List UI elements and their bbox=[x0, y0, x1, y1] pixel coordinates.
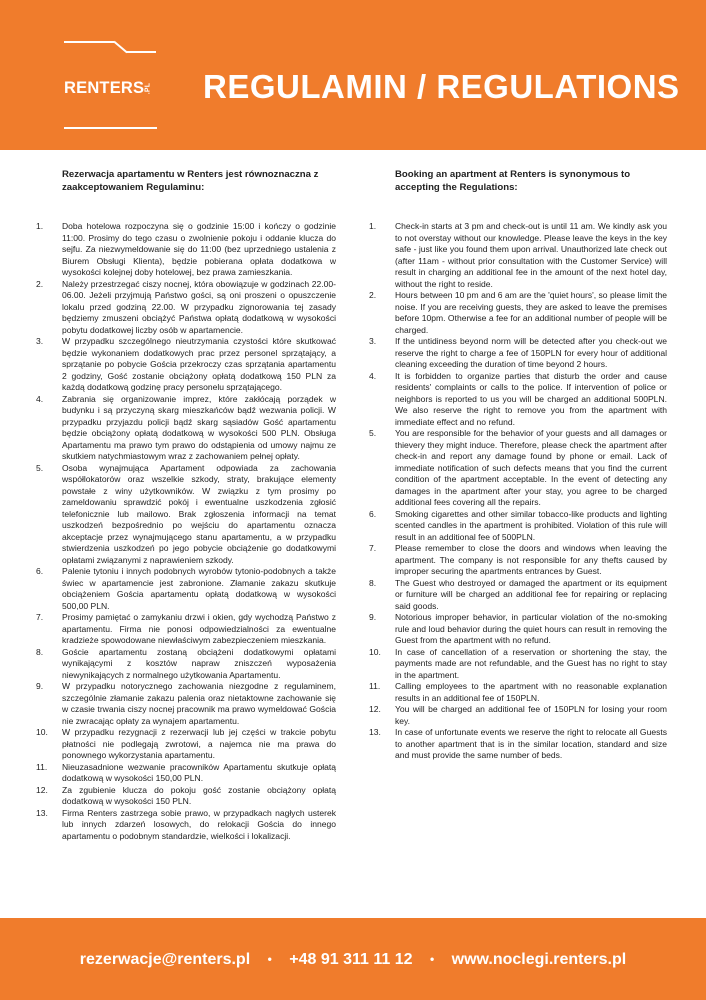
list-item: 9. Notorious improper behavior, in particular violation of the no-smoking rule and loud behavior during the quiet hours can result in removing the Guest from the apartment with no refund. bbox=[369, 612, 667, 645]
logo-bottom-line bbox=[64, 127, 157, 129]
separator-dot: • bbox=[267, 952, 272, 966]
list-item: 6. Smoking cigarettes and other similar tobacco-like products and lighting scented candles in the apartment is prohibited. Violation of this rule will result in an additional fee of 500PLN. bbox=[369, 508, 667, 542]
list-item: 4. Zabrania się organizowanie imprez, które zakłócają porządek w budynku i są przyczyną skarg mieszkańców bądź wezwania policji. W przypadku przyjazdu policji bądź skarg sąsiadów Gość apartamentu będzie obciążony opłatą dodatkową w wysokości 500 PLN. Obsługa Apartamentu ma prawo tym prawo do odstąpienia od umowy najmu ze skutkiem natychmiastowym wraz z zachowaniem pełnej opłaty. bbox=[36, 393, 336, 461]
list-item: 2. Hours between 10 pm and 6 am are the 'quiet hours', so please limit the noise. If you are receiving guests, they are asked to leave the premises before 10pm. Otherwise a fee for an additional number of people will be charged. bbox=[369, 290, 667, 335]
footer-banner bbox=[0, 918, 706, 1000]
list-item: 11. Calling employees to the apartment with no reasonable explanation results in an additional fee of 150PLN. bbox=[369, 681, 667, 703]
list-item: 10. In case of cancellation of a reservation or shortening the stay, the payments made are not refundable, and the Guest has no right to stay in the apartment. bbox=[369, 646, 667, 680]
separator-dot: • bbox=[429, 952, 435, 966]
logo-top-line-right bbox=[126, 51, 156, 53]
email-link[interactable]: rezerwacje@renters.pl bbox=[79, 951, 251, 968]
renters-logo bbox=[64, 79, 156, 98]
website-link[interactable]: www.noclegi.renters.pl bbox=[451, 951, 627, 968]
contact-line bbox=[0, 951, 706, 969]
english-heading: Booking an apartment at Renters is synonymous to accepting the Regulations: bbox=[395, 169, 631, 193]
list-item: 2. Należy przestrzegać ciszy nocnej, która obowiązuje w godzinach 22.00-06.00. Jeżeli przyjmują Państwo gości, są oni proszeni o opuszczenie lokalu przed godziną 22.00. W przypadku zignorowania tej zasady będziemy zmuszeni obciążyć Państwa opłatą dodatkową w wysokości pobytu dodatkowej liczby osób w apartamencie. bbox=[36, 278, 336, 335]
list-item: 7. Prosimy pamiętać o zamykaniu drzwi i okien, gdy wychodzą Państwo z apartamentu. Firma nie ponosi odpowiedzialności za ewentualne kradzieże spowodowane niewłaściwym zabezpieczeniem mieszkania. bbox=[36, 612, 336, 645]
polish-rules-list bbox=[36, 221, 336, 842]
list-item: 11. Nieuzasadnione wezwanie pracowników Apartamentu skutkuje opłatą dodatkową w wysokości 150,00 PLN. bbox=[36, 761, 336, 783]
list-item: 1. Check-in starts at 3 pm and check-out is until 11 am. We kindly ask you to not overstay without our knowledge. Please leave the keys in the key safe - just like you found them upon arrival. Unauthorized late check out (after 11am - without prior consultation with the Customer Service) will result in charging an additional fee in the amount of the next hotel day, without the right to reside. bbox=[369, 221, 667, 289]
header-banner bbox=[0, 0, 706, 150]
list-item: 10. W przypadku rezygnacji z rezerwacji lub jej części w trakcie pobytu płatności nie podlegają zwrotowi, a najemca nie ma prawa do ponownego wykorzystania apartamentu. bbox=[36, 727, 336, 760]
polish-regulations-column bbox=[36, 169, 336, 842]
polish-heading: Rezerwacja apartamentu w Renters jest równoznaczna z zaakceptowaniem Regulaminu: bbox=[62, 169, 319, 193]
list-item: 1. Doba hotelowa rozpoczyna się o godzinie 15:00 i kończy o godzinie 11:00. Prosimy do tego czasu o zwolnienie pokoju i oddanie klucza do sejfu. Za niezwymeldowanie się do 11:00 (bez uprzedniego ustalenia z Biurem Obsługi Klienta), będzie pobierana opłata dodatkowa w wysokości kolejnej doby hotelowej, bez prawa zamieszkania. bbox=[36, 221, 336, 277]
logo-text: RENTERS bbox=[64, 79, 145, 97]
list-item: 13. In case of unfortunate events we reserve the right to relocate all Guests to another apartment that is in the similar location, standard and size and must provide the same number of beds. bbox=[369, 727, 667, 760]
list-item: 12. You will be charged an additional fee of 150PLN for losing your room key. bbox=[369, 704, 667, 726]
list-item: 13. Firma Renters zastrzega sobie prawo, w przypadkach nagłych usterek lub innych zdarzeń losowych, do relokacji Gościa do innego apartamentu o podobnym standardzie, wielkości i lokalizacji. bbox=[36, 807, 336, 841]
english-rules-list bbox=[369, 221, 667, 762]
list-item: 3. W przypadku szczególnego nieutrzymania czystości które skutkować będzie wykonaniem dodatkowych prac przez personel sprzątający, a sprzątanie po pobycie Gościa przekroczy czas sprzątania apartamentu 2 godziny, Gość zostanie obciążony opłatą dodatkową 150 PLN za każdą dodatkową godzinę pracy personelu sprzątającego. bbox=[36, 336, 336, 392]
logo-suffix: .PL bbox=[144, 82, 152, 95]
list-item: 4. It is forbidden to organize parties that disturb the order and cause residents' complaints or calls to the police. If intervention of police or neighbors is reported to us you will be charged an additional 500PLN. We also reserve the right to remove you from the apartment with immediate effect and no refund. bbox=[369, 370, 667, 427]
list-item: 12. Za zgubienie klucza do pokoju gość zostanie obciążony opłatą dodatkową w wysokości 150 PLN. bbox=[36, 784, 336, 806]
list-item: 8. Goście apartamentu zostaną obciążeni dodatkowymi opłatami wynikającymi z kosztów napraw zniszczeń wyposażenia niewynikających z normalnego użytkowania Apartamentu. bbox=[36, 646, 336, 680]
list-item: 6. Palenie tytoniu i innych podobnych wyrobów tytonio-podobnych a także świec w apartamencie jest zabronione. Złamanie zakazu skutkuje obciążeniem Gościa apartamentu opłatą dodatkową w wysokości 500,00 PLN. bbox=[36, 566, 336, 611]
english-regulations-column bbox=[369, 169, 667, 762]
list-item: 3. If the untidiness beyond norm will be detected after you check-out we reserve the right to charge a fee of 150PLN for every hour of additional cleaning exceeding the duration of time beyond 2 hours. bbox=[369, 336, 667, 369]
list-item: 8. The Guest who destroyed or damaged the apartment or its equipment or furniture will be charged an additional fee for repairing or replacing said goods. bbox=[369, 577, 667, 611]
page-title: REGULAMIN / REGULATIONS bbox=[203, 68, 680, 105]
list-item: 5. You are responsible for the behavior of your guests and all damages or thievery they might induce. Therefore, please check the apartment after check-in and report any damage found by phone or email. Lack of immediate notification of such defects means that you find the current condition of the apartment acceptable. In the event of detecting any damages in the apartment after your stay, you agree to be charged additional fees covering all the repairs. bbox=[369, 428, 667, 507]
list-item: 7. Please remember to close the doors and windows when leaving the apartment. The company is not responsible for any thefts caused by improper securing the apartments entrances by Guest. bbox=[369, 543, 667, 576]
phone-number[interactable]: +48 91 311 11 12 bbox=[289, 951, 413, 968]
logo-top-line bbox=[64, 41, 114, 43]
list-item: 5. Osoba wynajmująca Apartament odpowiada za zachowania współlokatorów oraz wszelkie szkody, straty, brakujące elementy powstałe z winy użytkowników. W związku z tym prosimy po zameldowaniu sprawdzić pokój i ewentualne uszkodzenia zgłosić telefonicznie lub mailowo. Brak zgłoszenia informacji na temat uszkodzeń bezpośrednio po wejściu do apartamentu oznacza akceptacje przez wynajmującego stanu apartamentu, a w przypadku stwierdzenia uszkodzeń po jego pobycie obciążenie go dodatkowymi opłatami związanymi z naprawieniem szkody. bbox=[36, 462, 336, 565]
list-item: 9. W przypadku notorycznego zachowania niezgodne z regulaminem, szczególnie złamanie zakazu palenia oraz nietaktowne zachowanie się w czasie trwania ciszy nocnej pracownik ma prawo wymeldować Gościa nie zwracając opłaty za wynajem apartamentu. bbox=[36, 681, 336, 726]
